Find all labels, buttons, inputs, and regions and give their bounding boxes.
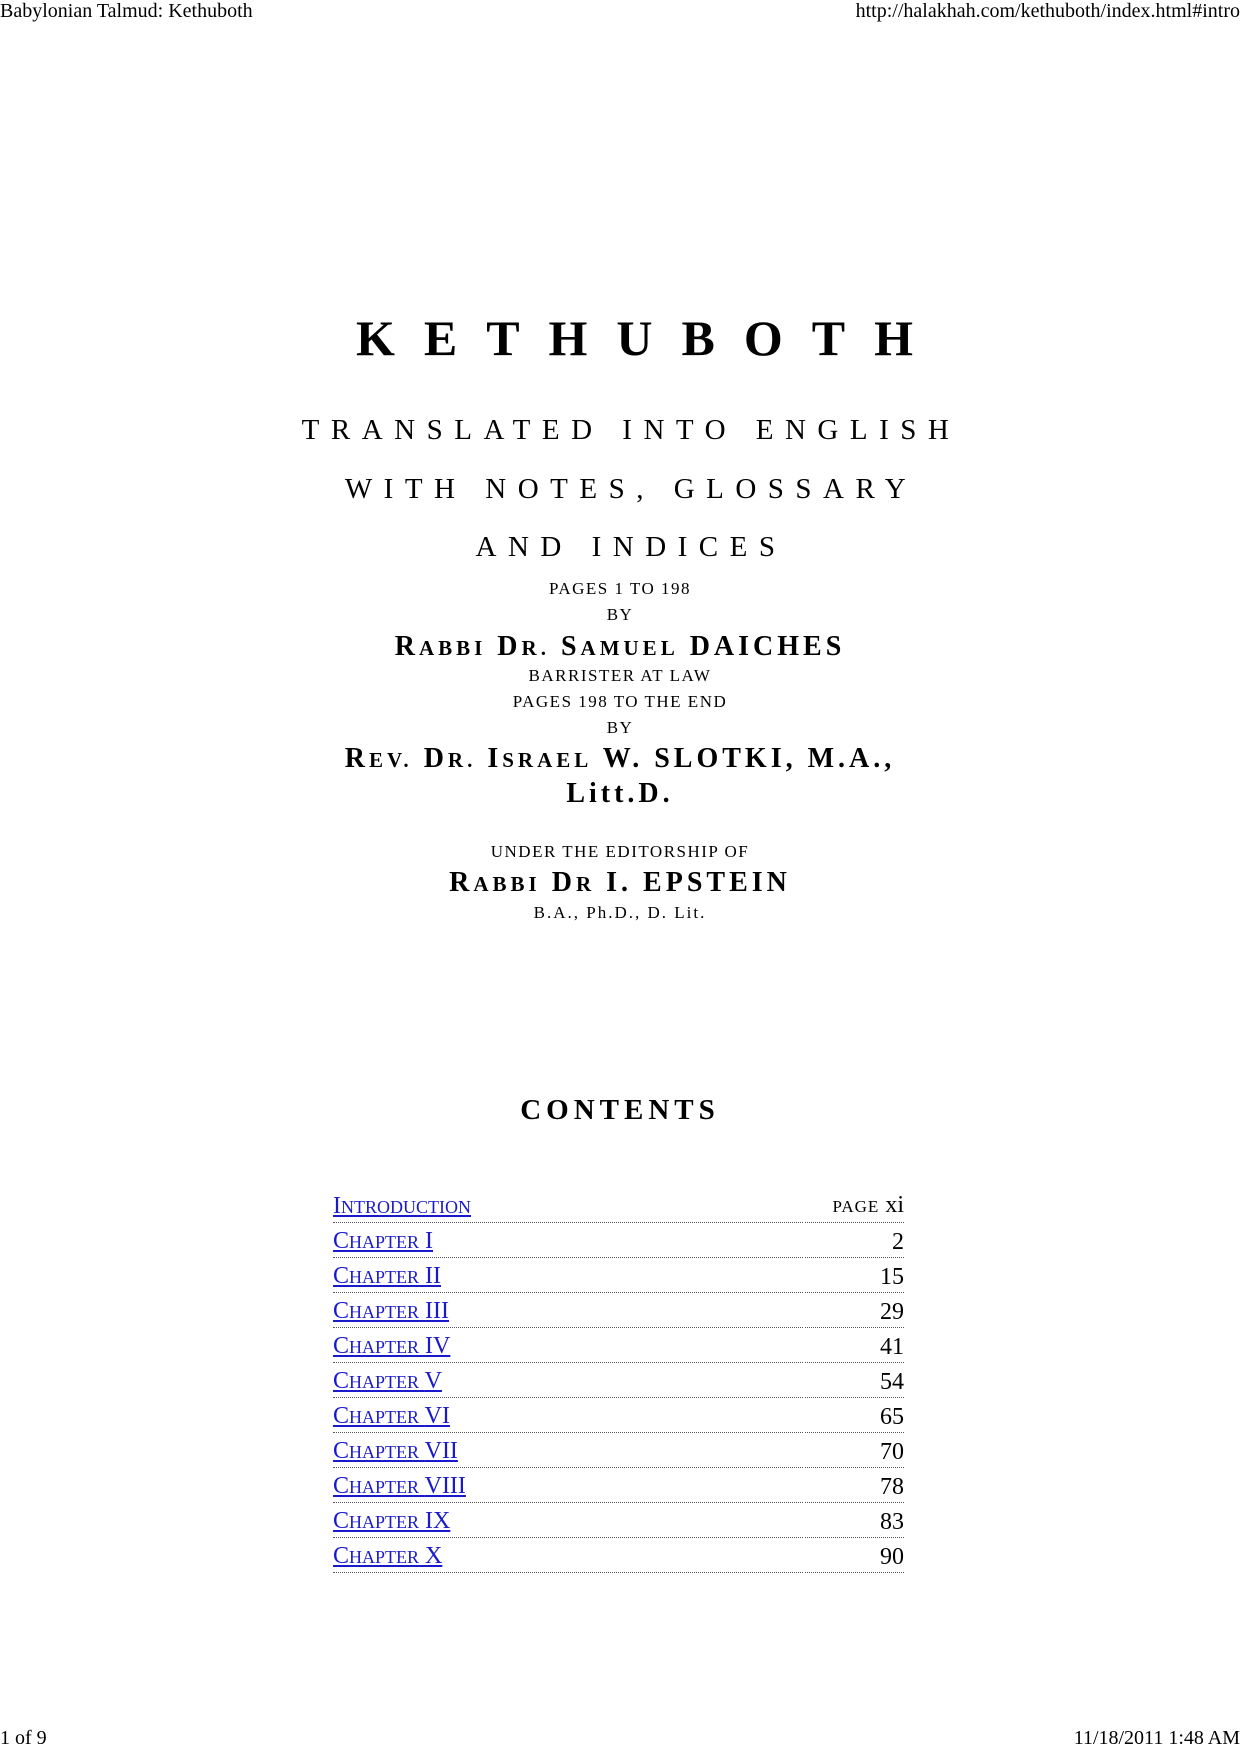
page-number: xi — [885, 1192, 904, 1218]
subtitle-line-2: WITH NOTES, GLOSSARY — [344, 473, 918, 505]
toc-row — [333, 1435, 904, 1468]
toc-page: 90 — [805, 1540, 904, 1573]
browser-page-title: Babylonian Talmud: Kethuboth — [0, 0, 253, 22]
toc-link-chapter-10[interactable] — [333, 1543, 442, 1569]
link-smallcaps: HAPTER — [349, 1477, 420, 1497]
link-initial: C — [333, 1508, 350, 1534]
part2-pages: PAGES 198 TO THE END — [512, 692, 728, 711]
toc-row — [333, 1505, 904, 1538]
toc-entry — [333, 1260, 803, 1293]
toc-page: 65 — [805, 1400, 904, 1433]
link-initial: C — [333, 1263, 350, 1289]
toc-row — [333, 1365, 904, 1398]
toc-link-chapter-5[interactable] — [333, 1368, 442, 1394]
subtitle-line-3: AND INDICES — [475, 531, 787, 563]
toc-page: 70 — [805, 1435, 904, 1468]
name-smallcaps: EV. — [368, 748, 413, 772]
part1-by: BY — [606, 605, 634, 624]
name-initial: D — [497, 631, 522, 662]
name-smallcaps: ABBI — [473, 872, 541, 896]
name-smallcaps: R. — [447, 748, 477, 772]
toc-entry — [333, 1505, 803, 1538]
name-surname: I. EPSTEIN — [606, 867, 791, 898]
chapter-numeral: VI — [424, 1403, 450, 1429]
translator-2-suffix: Litt.D. — [566, 778, 674, 809]
name-initial: R — [344, 743, 369, 774]
toc-entry — [333, 1295, 803, 1328]
name-smallcaps: SRAEL — [502, 748, 593, 772]
page-indicator: 1 of 9 — [0, 1727, 47, 1749]
toc-entry — [333, 1470, 803, 1503]
chapter-numeral: II — [425, 1263, 442, 1289]
toc-row — [333, 1295, 904, 1328]
toc-row — [333, 1400, 904, 1433]
page-word: PAGE — [832, 1197, 880, 1216]
chapter-numeral: VII — [424, 1438, 458, 1464]
toc-row-introduction — [333, 1190, 904, 1223]
toc-link-chapter-9[interactable] — [333, 1508, 450, 1534]
toc-entry — [333, 1400, 803, 1433]
link-smallcaps: NTRODUCTION — [341, 1197, 471, 1217]
toc-page: 54 — [805, 1365, 904, 1398]
part2-by: BY — [606, 718, 634, 737]
link-initial: C — [333, 1438, 350, 1464]
toc-link-chapter-6[interactable] — [333, 1403, 450, 1429]
toc-page: 78 — [805, 1470, 904, 1503]
editor-name — [0, 866, 1240, 901]
chapter-numeral: IX — [425, 1508, 451, 1534]
toc-link-chapter-7[interactable] — [333, 1438, 458, 1464]
name-initial: R — [394, 631, 419, 662]
name-surname: DAICHES — [689, 631, 846, 662]
translator-2-name — [0, 742, 1240, 777]
link-smallcaps: HAPTER — [349, 1407, 420, 1427]
link-smallcaps: HAPTER — [349, 1512, 420, 1532]
link-initial: C — [333, 1228, 350, 1254]
name-initial: I — [487, 743, 503, 774]
part1-pages: PAGES 1 TO 198 — [548, 579, 692, 598]
editor-degrees: B.A., Ph.D., D. Lit. — [533, 903, 707, 922]
link-initial: C — [333, 1333, 350, 1359]
toc-entry — [333, 1435, 803, 1468]
toc-link-chapter-4[interactable] — [333, 1333, 450, 1359]
link-smallcaps: HAPTER — [349, 1547, 420, 1567]
toc-page: 15 — [805, 1260, 904, 1293]
contents-table — [331, 1188, 906, 1575]
link-smallcaps: HAPTER — [349, 1267, 420, 1287]
link-smallcaps: HAPTER — [349, 1232, 420, 1252]
chapter-numeral: VIII — [424, 1473, 466, 1499]
link-smallcaps: HAPTER — [349, 1442, 420, 1462]
link-initial: C — [333, 1298, 350, 1324]
chapter-numeral: III — [425, 1298, 450, 1324]
link-initial: C — [333, 1403, 350, 1429]
editorship-label: UNDER THE EDITORSHIP OF — [490, 842, 750, 861]
name-smallcaps: R — [575, 872, 596, 896]
toc-link-chapter-8[interactable] — [333, 1473, 466, 1499]
translator-1-name — [0, 630, 1240, 665]
toc-row — [333, 1260, 904, 1293]
toc-entry — [333, 1330, 803, 1363]
toc-page: 29 — [805, 1295, 904, 1328]
toc-link-introduction[interactable] — [333, 1193, 471, 1219]
name-surname: W. SLOTKI, M.A., — [602, 743, 896, 774]
toc-page — [805, 1190, 904, 1223]
toc-link-chapter-3[interactable] — [333, 1298, 449, 1324]
name-initial: R — [449, 867, 474, 898]
chapter-numeral: IV — [425, 1333, 451, 1359]
link-smallcaps: HAPTER — [349, 1302, 420, 1322]
name-smallcaps: R. — [521, 636, 550, 660]
name-initial: D — [423, 743, 448, 774]
toc-row — [333, 1470, 904, 1503]
contents-heading: CONTENTS — [520, 1094, 720, 1126]
link-initial: C — [333, 1368, 350, 1394]
toc-entry — [333, 1225, 803, 1258]
subtitle-line-1: TRANSLATED INTO ENGLISH — [301, 414, 961, 446]
toc-link-chapter-2[interactable] — [333, 1263, 441, 1289]
link-smallcaps: HAPTER — [349, 1337, 420, 1357]
toc-page: 2 — [805, 1225, 904, 1258]
toc-page: 41 — [805, 1330, 904, 1363]
name-initial: D — [551, 867, 576, 898]
link-smallcaps: HAPTER — [349, 1372, 420, 1392]
toc-row — [333, 1540, 904, 1573]
translator-1-credential: BARRISTER AT LAW — [528, 666, 712, 685]
toc-row — [333, 1225, 904, 1258]
book-title: KETHUBOTH — [355, 310, 943, 366]
toc-entry — [333, 1365, 803, 1398]
toc-page: 83 — [805, 1505, 904, 1538]
toc-entry — [333, 1190, 803, 1223]
print-timestamp: 11/18/2011 1:48 AM — [1073, 1727, 1240, 1749]
chapter-numeral: X — [425, 1543, 443, 1569]
chapter-numeral: V — [424, 1368, 442, 1394]
toc-row — [333, 1330, 904, 1363]
link-initial: C — [333, 1473, 350, 1499]
link-initial: I — [333, 1193, 341, 1219]
name-smallcaps: AMUEL — [580, 636, 679, 660]
toc-entry — [333, 1540, 803, 1573]
chapter-numeral: I — [425, 1228, 434, 1254]
name-initial: S — [560, 631, 581, 662]
toc-link-chapter-1[interactable] — [333, 1228, 433, 1254]
page-url: http://halakhah.com/kethuboth/index.html#intro — [855, 0, 1240, 22]
link-initial: C — [333, 1543, 350, 1569]
name-smallcaps: ABBI — [418, 636, 487, 660]
